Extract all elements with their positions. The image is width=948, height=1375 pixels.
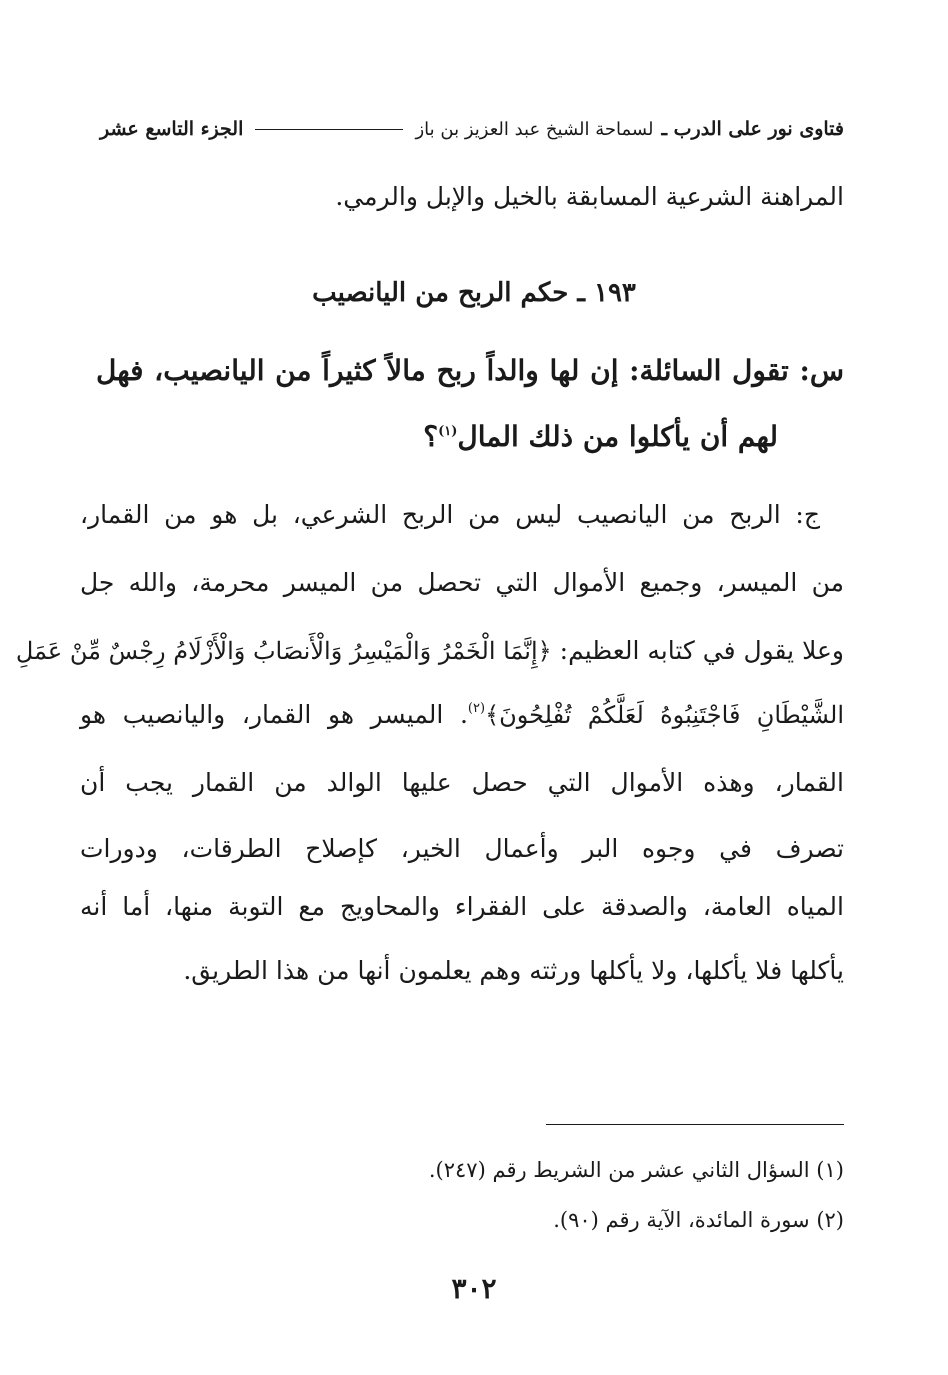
header-rule <box>255 129 403 130</box>
answer-line-8: يأكلها فلا يأكلها، ولا يأكلها ورثته وهم يعلمون أنها من هذا الطريق. <box>183 956 844 985</box>
answer-line-2: من الميسر، وجميع الأموال التي تحصل من الميسر محرمة، والله جل <box>80 568 844 597</box>
answer-line-6: تصرف في وجوه البر وأعمال الخير، كإصلاح الطرقات، ودورات <box>80 834 844 863</box>
quran-verse-part-2: الشَّيْطَانِ فَاجْتَنِبُوهُ لَعَلَّكُمْ تُفْلِحُونَ﴾ <box>485 701 844 729</box>
question-text: لهم أن يأكلوا من ذلك المال <box>457 420 778 453</box>
answer-line-5: القمار، وهذه الأموال التي حصل عليها الوالد من القمار يجب أن <box>80 768 844 797</box>
answer-line-4-text: . الميسر هو القمار، واليانصيب هو <box>80 700 468 729</box>
answer-line-4 <box>80 700 844 729</box>
answer-line-1: ج: الربح من اليانصيب ليس من الربح الشرعي، بل هو من القمار، <box>80 500 820 529</box>
question-mark: ؟ <box>423 420 439 453</box>
header-part: الجزء التاسع عشر <box>100 118 244 140</box>
question-line-2 <box>423 420 778 453</box>
answer-line-3-text: وعلا يقول في كتابه العظيم: <box>559 636 844 665</box>
header-author: لسماحة الشيخ عبد العزيز بن باز <box>415 118 654 140</box>
footnote-ref-2: (٢) <box>467 701 486 716</box>
page-number: ٣٠٢ <box>451 1272 497 1305</box>
running-header <box>100 112 844 146</box>
section-title: ١٩٣ ـ حكم الربح من اليانصيب <box>312 278 636 308</box>
footnote-1: (١) السؤال الثاني عشر من الشريط رقم (٢٤٧). <box>428 1158 844 1182</box>
header-book-title: فتاوى نور على الدرب ـ <box>661 118 844 140</box>
footnote-ref-1: (١) <box>438 424 458 439</box>
footnote-2: (٢) سورة المائدة، الآية رقم (٩٠). <box>553 1208 844 1232</box>
quran-verse-part-1: ﴿إِنَّمَا الْخَمْرُ وَالْمَيْسِرُ وَالْأَنصَابُ وَالْأَزْلَامُ رِجْسٌ مِّنْ عَمَلِ <box>15 637 552 665</box>
question-line-1: س: تقول السائلة: إن لها والداً ربح مالاً كثيراً من اليانصيب، فهل <box>96 354 844 387</box>
carryover-line: المراهنة الشرعية المسابقة بالخيل والإبل والرمي. <box>335 182 844 211</box>
footnote-rule <box>546 1124 844 1125</box>
answer-line-7: المياه العامة، والصدقة على الفقراء والمحاويج مع التوبة منها، أما أنه <box>80 892 844 921</box>
answer-line-3 <box>15 636 844 665</box>
